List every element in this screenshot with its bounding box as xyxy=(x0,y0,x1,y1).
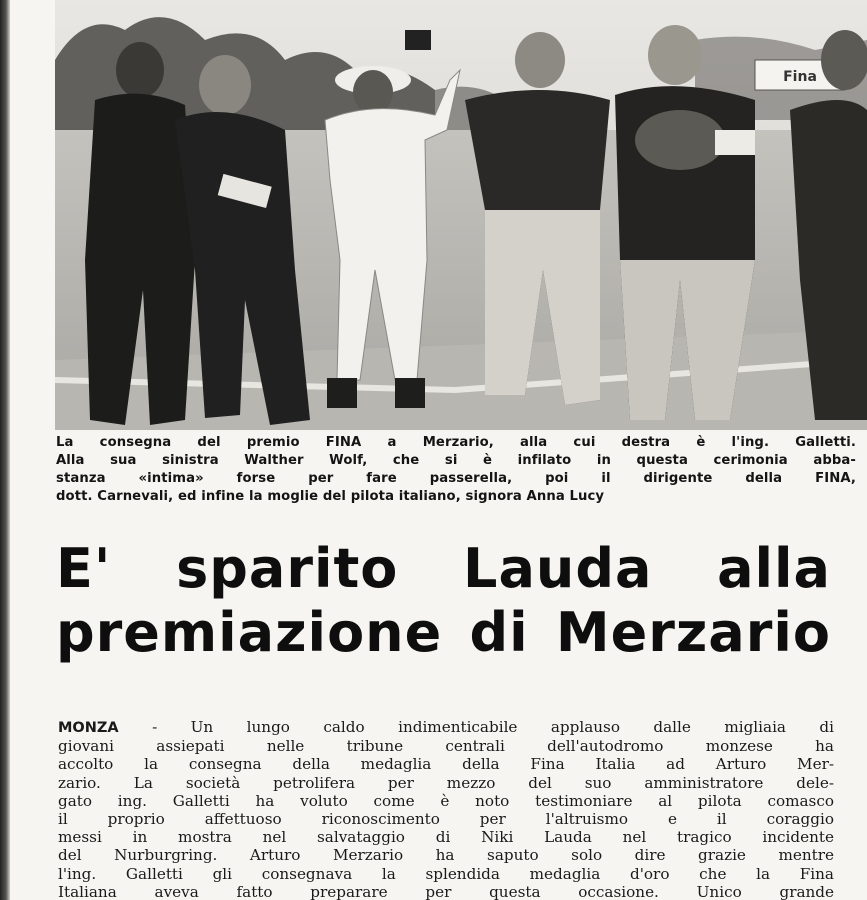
caption-line: dott. Carnevali, ed infine la moglie del pilota italiano, signora Anna Lucy xyxy=(56,489,605,504)
article-line: del Nurburgring. Arturo Merzario ha saputo solo dire grazie mentre xyxy=(58,846,834,865)
article-body xyxy=(58,718,834,900)
news-photo xyxy=(55,0,867,430)
article-line: messi in mostra nel salvataggio di Niki Lauda nel tragico incidente xyxy=(58,828,834,847)
article-line: giovani assiepati nelle tribune centrali dell'autodromo monzese ha xyxy=(58,737,834,756)
article-line: Italiana aveva fatto preparare per questa occasione. Unico grande xyxy=(58,882,834,900)
first-line-text: - Un lungo caldo indimenticabile applauso dalle migliaia di xyxy=(118,718,834,736)
banner-text: Fina xyxy=(783,69,817,85)
caption-line: stanza «intima» forse per fare passerella, poi il dirigente della FINA, xyxy=(56,471,856,486)
caption-line: Alla sua sinistra Walther Wolf, che si è infilato in questa cerimonia abba- xyxy=(56,453,856,468)
article-line: il proprio affettuoso riconoscimento per l'altruismo e il coraggio xyxy=(58,810,834,829)
article-line: accolto la consegna della medaglia della Fina Italia ad Arturo Mer- xyxy=(58,755,834,774)
photo-caption xyxy=(56,434,856,506)
article-headline xyxy=(56,537,831,665)
headline-line: premiazione di Merzario xyxy=(56,601,831,664)
dateline: MONZA xyxy=(58,720,119,736)
article-line: zario. La società petrolifera per mezzo del suo amministratore dele- xyxy=(58,773,834,792)
article-first-line xyxy=(58,718,834,737)
article-line: l'ing. Galletti gli consegnava la splendida medaglia d'oro che la Fina xyxy=(58,864,834,883)
photo-illustration xyxy=(55,0,867,430)
scan-edge-shadow xyxy=(0,0,10,900)
caption-line: La consegna del premio FINA a Merzario, alla cui destra è l'ing. Galletti. xyxy=(56,435,856,450)
article-line: gato ing. Galletti ha voluto come è noto testimoniare al pilota comasco xyxy=(58,791,834,810)
headline-line: E' sparito Lauda alla xyxy=(56,537,831,600)
